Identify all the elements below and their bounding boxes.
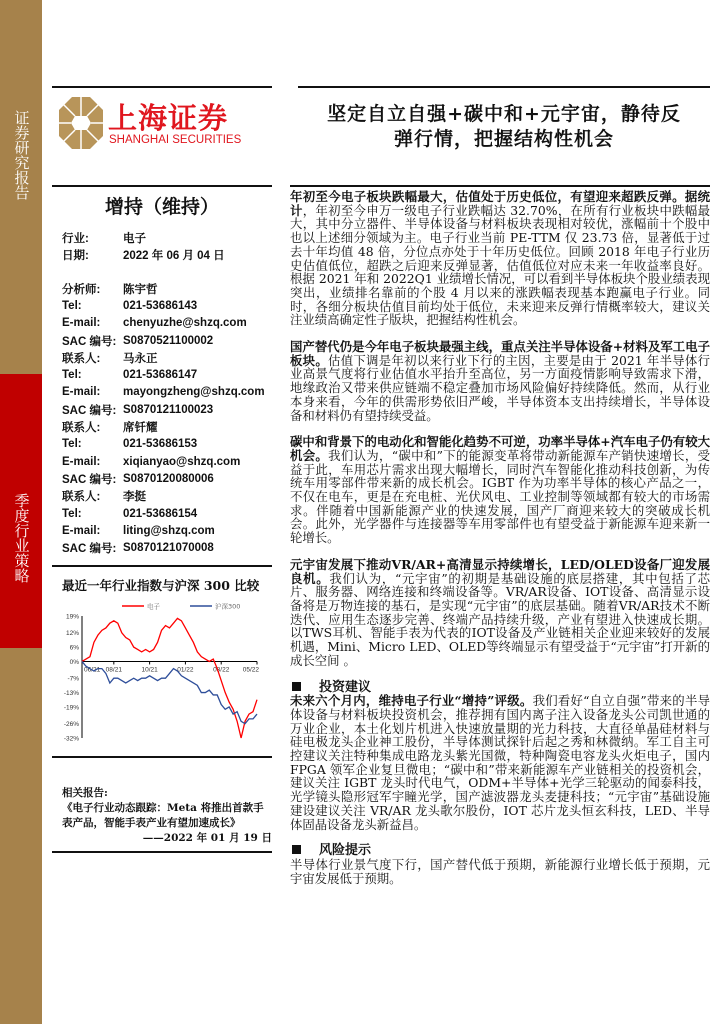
tel-value: 021-53686143 <box>123 299 198 312</box>
contact-email-row <box>62 522 265 539</box>
divider <box>52 185 272 187</box>
contact-sac-row <box>62 539 265 556</box>
date-label: 日期: <box>62 249 89 262</box>
report-title-line1: 坚定自立自强+碳中和+元宇宙，静待反 <box>327 103 681 125</box>
contact-email-row <box>62 384 265 401</box>
paragraph-metaverse: 元宇宙发展下推动VR/AR+高清显示持续增长，LED/OLED设备厂迎发展良机。我们认为，“元宇宙”的初期是基础设施的底层搭建，其中包括了芯片、服务器、网络连接和终端设备等。VR/AR设备、IOT设备、高清显示设备将是万物连接的基石，是实现“元宇宙”的底层基础。随着VR/AR技术不断迭代、应用生态逐步完善、终端产品持续升级，产业有望进入快速成长期。以TWS耳机、智能手表为代表的IOT设备及产业链相关企业迎来较好的发展机遇，Mini、Micro LED、OLED等终端显示有望受益于“元宇宙”打开新的成长空间 。 <box>290 556 711 668</box>
contact-tel-row <box>62 366 265 383</box>
divider <box>52 851 272 853</box>
sac-label: SAC 编号: <box>62 543 117 556</box>
related-report-date: ——2022 年 01 月 19 日 <box>142 832 272 844</box>
meta-info <box>62 229 225 263</box>
divider <box>52 756 272 758</box>
contact-sac-row <box>62 401 265 418</box>
sidebar-label-research-report: 证券研究报告 <box>12 110 31 200</box>
divider <box>52 86 272 88</box>
contact-email-row <box>62 453 265 470</box>
sac-label: SAC 编号: <box>62 473 117 486</box>
contact-tel-row <box>62 436 265 453</box>
rating: 增持（维持） <box>104 196 219 218</box>
legend-label: 沪深300 <box>215 602 241 611</box>
contact-role: 分析师: <box>62 283 101 296</box>
related-label: 相关报告: <box>62 787 108 799</box>
logo-icon <box>58 96 104 150</box>
email-value: chenyuzhe@shzq.com <box>123 317 247 330</box>
email-value: mayongzheng@shzq.com <box>123 386 265 399</box>
logo-text-cn: 上海证券 <box>108 101 229 135</box>
contact-email-row <box>62 315 265 332</box>
paragraph-investment-advice: 未来六个月内，维持电子行业“增持”评级。我们看好“自立自强”带来的半导体设备与材料板块投资机会，推荐拥有国内离子注入设备龙头公司凯世通的万业企业，本土化划片机进入快速放量期的光力科技，大直径单晶硅材料与硅电极龙头企业神工股份，半导体测试探针后起之秀和林微纳。军工自主可控建议关注特种集成电路龙头紫光国微，特种陶瓷电容龙头火炬电子，国内 FPGA 领军企业复旦微电；“碳中和”带来新能源车产业链相关的投资机会，建议关注 IGBT 龙头时代电气，ODM+半导体+光学三轮驱动的闻泰科技，光学镜头隐形冠军宇瞳光学，国产滤波器龙头麦捷科技；“元宇宙”基础设施建设建议关注 VR/AR 龙头歌尔股份，IOT 芯片龙头恒玄科技，LED、半导体固晶设备龙头新益昌。 <box>290 693 710 832</box>
x-tick-label: 01/22 <box>177 666 194 674</box>
bullet-square-icon <box>292 682 301 691</box>
sac-value: S0870521100002 <box>123 334 214 347</box>
contact-role-row <box>62 349 265 366</box>
paragraph-domestic-substitution: 国产替代仍是今年电子板块最强主线，重点关注半导体设备+材料及军工电子板块。估值下调是年初以来行业下行的主因，主要是由于 2021 年半导体行业高景气度将行业估值水平抬升至高位，另一方面疫情影响导致需求下滑，地缘政治又带来供应链端不稳定叠加市场风险偏好持续降低。然而，从行业本身来看，今年的供需形势依旧严峻，半导体资本支出持续增长，半导体设备和材料仍有望持续受益。 <box>290 339 710 423</box>
sac-value: S0870121070008 <box>123 542 214 555</box>
contact-role: 联系人: <box>62 422 101 435</box>
index-comparison-chart <box>52 598 272 748</box>
contact-name: 陈宇哲 <box>123 283 158 296</box>
chart-title: 最近一年行业指数与沪深 300 比较 <box>62 578 260 593</box>
contact-role: 联系人: <box>62 491 101 504</box>
legend-label: 电子 <box>147 602 160 611</box>
contact-name: 李挺 <box>123 491 146 504</box>
tel-value: 021-53686153 <box>123 438 198 451</box>
divider <box>52 565 272 567</box>
contact-name: 马永正 <box>123 352 158 365</box>
industry-row <box>62 229 225 246</box>
sidebar-bottom <box>0 648 42 1024</box>
tel-label: Tel: <box>62 438 82 451</box>
tel-value: 021-53686154 <box>123 507 198 520</box>
email-label: E-mail: <box>62 524 101 537</box>
contacts <box>62 280 265 557</box>
email-label: E-mail: <box>62 455 101 468</box>
y-tick-label: -26% <box>63 721 79 729</box>
contact-tel-row <box>62 297 265 314</box>
contact-role: 联系人: <box>62 352 101 365</box>
contact-sac-row <box>62 332 265 349</box>
tel-label: Tel: <box>62 507 82 520</box>
contact-role-row <box>62 280 265 297</box>
divider <box>298 86 710 88</box>
email-label: E-mail: <box>62 386 101 399</box>
paragraph-carbon-neutral: 碳中和背景下的电动化和智能化趋势不可逆，功率半导体+汽车电子仍有较大机会。我们认为，“碳中和”下的能源变革将带动新能源车产销快速增长，受益于此，车用芯片需求出现大幅增长，同时汽车智能化推动科技创新，为传统车用零部件带来新的成长机会。IGBT 作为功率半导体的核心产品之一，不仅在电车，更是在充电桩、光伏风电、工业控制等领域都有较大的市场需求。伴随着中国新能源产业的快速发展，国产厂商迎来较大的突破成长机会。此外，光学器件与连接器等车用零部件也有望受益于新能源车迎来新一轮增长。 <box>290 434 710 546</box>
contact-tel-row <box>62 505 265 522</box>
industry-value: 电子 <box>123 232 146 245</box>
related-reports <box>62 786 272 846</box>
summary-body <box>290 190 710 898</box>
date-row <box>62 246 225 263</box>
y-tick-label: -19% <box>63 704 79 712</box>
x-tick-label: 06/21 <box>84 666 101 674</box>
x-tick-label: 03/22 <box>213 666 230 674</box>
x-tick-label: 08/21 <box>105 666 122 674</box>
sac-value: S0870120080006 <box>123 472 214 485</box>
sac-label: SAC 编号: <box>62 404 117 417</box>
related-report-link[interactable]: 《电子行业动态跟踪：Meta 将推出首款手表产品，智能手表产业有望加速成长》 <box>62 802 264 829</box>
y-tick-label: -7% <box>67 675 79 683</box>
y-tick-label: 6% <box>69 644 79 652</box>
section-investment-advice: 投资建议 <box>290 681 710 695</box>
contact-name: 席钎耀 <box>123 422 158 435</box>
email-value: xiqianyao@shzq.com <box>123 455 241 468</box>
x-tick-label: 10/21 <box>141 666 158 674</box>
tel-value: 021-53686147 <box>123 369 198 382</box>
y-tick-label: 0% <box>69 658 79 666</box>
contact-sac-row <box>62 470 265 487</box>
sac-value: S0870121100023 <box>123 403 214 416</box>
report-title-line2: 弹行情，把握结构性机会 <box>393 128 614 150</box>
bullet-square-icon <box>292 845 301 854</box>
paragraph-risk: 半导体行业景气度下行，国产替代低于预期，新能源行业增长低于预期，元宇宙发展低于预期。 <box>290 856 710 886</box>
email-value: liting@shzq.com <box>123 524 215 537</box>
sidebar-label-quarterly-strategy: 季度行业策略 <box>12 493 31 583</box>
y-tick-label: 19% <box>65 613 79 621</box>
y-tick-label: 12% <box>65 630 79 638</box>
logo-text-en: SHANGHAI SECURITIES <box>109 134 242 146</box>
tel-label: Tel: <box>62 299 82 312</box>
section-risk: 风险提示 <box>290 844 710 858</box>
y-tick-label: -32% <box>63 735 79 743</box>
y-tick-label: -13% <box>63 690 79 698</box>
x-tick-label: 05/22 <box>242 666 259 674</box>
contact-role-row <box>62 418 265 435</box>
tel-label: Tel: <box>62 369 82 382</box>
email-label: E-mail: <box>62 317 101 330</box>
date-value: 2022 年 06 月 04 日 <box>123 249 225 262</box>
sac-label: SAC 编号: <box>62 335 117 348</box>
industry-label: 行业: <box>62 232 89 245</box>
divider <box>290 185 710 187</box>
contact-role-row <box>62 488 265 505</box>
paragraph-valuation: 年初至今电子板块跌幅最大，估值处于历史低位，有望迎来超跌反弹。据统计，年初至今申万一级电子行业跌幅达 32.70%，在所有行业板块中跌幅最大，其中分立器件、半导体设备与材料板块表现相对较优，涨幅前十个股中也以上述细分领域为主。电子行业当前 PE-TTM 仅 23.73 倍，显著低于过去十年均值 48 倍，分位点亦处于十年历史低位。回顾 2018 年电子行业历史估值低位，超跌之后迎来反弹显著，估值低位对应未来一年收益率良好。根据 2021 年和 2022Q1 业绩增长情况，可以看到半导体板块个股业绩表现突出，业绩排名靠前的个股 4 月以来的涨跌幅表现基本跑赢电子行业。同时，各细分板块估值目前均处于低位，未来迎来反弹行情概率较大，建议关注业绩高确定性子版块，把握结构性机会。 <box>290 189 711 328</box>
